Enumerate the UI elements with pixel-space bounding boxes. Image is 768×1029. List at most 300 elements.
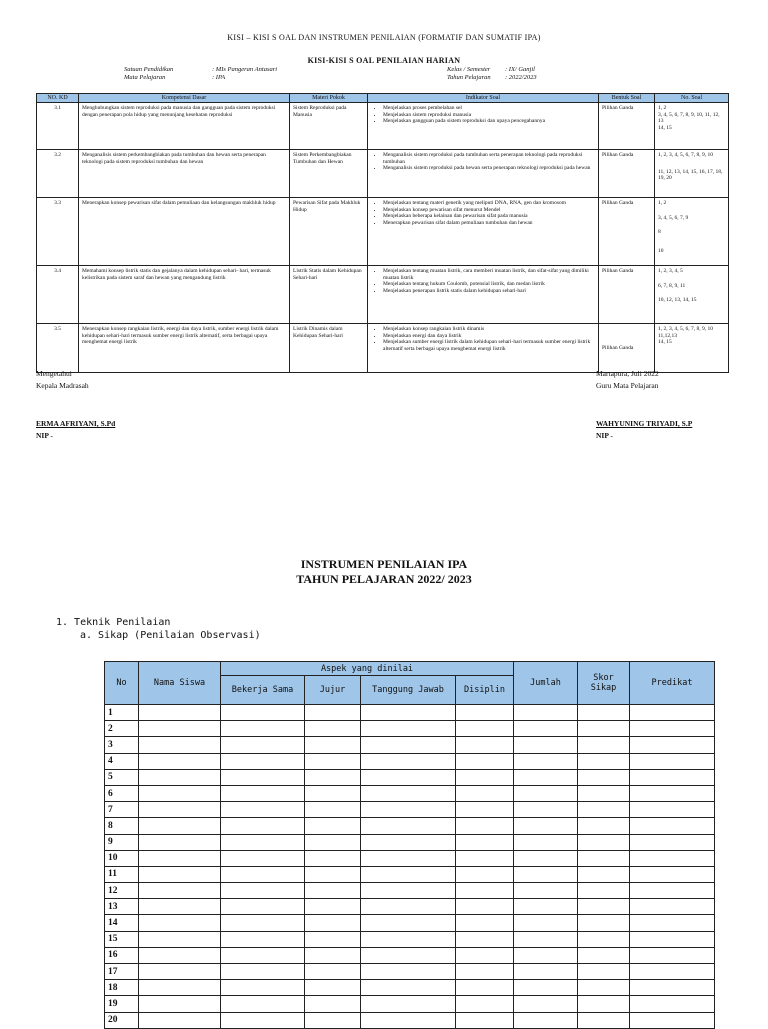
table-row: [105, 705, 715, 721]
signature-left-name-text: ERMA AFRIYANI, S.Pd: [36, 419, 116, 428]
empty-cell: [139, 931, 221, 947]
empty-cell: [305, 964, 361, 980]
table-row: [37, 103, 729, 150]
empty-cell: [305, 802, 361, 818]
satuan-value: : MIs Pangeran Antasari: [212, 66, 278, 73]
materi-cell: Sistem Perkembangbiakan Tumbuhan dan Hewan: [290, 150, 368, 198]
materi-cell: Listrik Dinamis dalam Kehidupan Sehari-hari: [290, 324, 368, 373]
empty-cell: [578, 737, 630, 753]
materi-cell: Sistem Reproduksi pada Manusia: [290, 103, 368, 150]
signature-left-role: Kepala Madrasah: [36, 381, 89, 390]
header-kompetensi: Kompetensi Dasar: [79, 94, 290, 103]
row-number: 3: [105, 737, 139, 753]
empty-cell: [305, 915, 361, 931]
empty-cell: [630, 866, 715, 882]
empty-cell: [578, 947, 630, 963]
no-soal-cell: [655, 324, 729, 373]
empty-cell: [305, 996, 361, 1012]
row-number: 5: [105, 769, 139, 785]
no-soal-line: 1, 2: [658, 105, 667, 111]
signature-right-name: [596, 419, 692, 428]
signature-right-name-text: WAHYUNING TRIYADI, S.P: [596, 419, 693, 428]
list-item: • Menganalisis sistem reproduksi pada hewan serta penerapan teknologi reproduksi pada hewan: [383, 165, 595, 172]
empty-cell: [305, 753, 361, 769]
empty-cell: [630, 753, 715, 769]
materi-cell: Pewarisan Sifat pada Makhluk Hidup: [290, 198, 368, 266]
empty-cell: [514, 705, 578, 721]
kelas-label: Kelas / Semester: [447, 66, 491, 73]
no-soal-cell: [655, 266, 729, 324]
empty-cell: [221, 802, 305, 818]
empty-cell: [578, 850, 630, 866]
kelas-value: : IX/ Ganjil: [505, 66, 535, 73]
empty-cell: [456, 818, 514, 834]
empty-cell: [630, 834, 715, 850]
table-row: [105, 947, 715, 963]
table-row: [105, 899, 715, 915]
mapel-label: Mata Pelajaran: [124, 74, 166, 81]
empty-cell: [139, 705, 221, 721]
list-item: • Menerapkan pewarisan sifat dalam pemuliaan tumbuhan dan hewan: [383, 220, 595, 227]
empty-cell: [305, 866, 361, 882]
empty-cell: [139, 834, 221, 850]
tahun-label: Tahun Pelajaran: [447, 74, 491, 81]
empty-cell: [221, 866, 305, 882]
header-predikat: Predikat: [630, 662, 715, 705]
empty-cell: [305, 883, 361, 899]
empty-cell: [361, 769, 456, 785]
list-item: • Menjelaskan gangguan pada sistem reproduksi dan upaya pencegahannya: [383, 118, 595, 125]
empty-cell: [578, 1012, 630, 1028]
signature-right-place-date: Martapura, Juli 2022: [596, 369, 659, 378]
empty-cell: [456, 1012, 514, 1028]
table-row: [105, 883, 715, 899]
empty-cell: [139, 785, 221, 801]
bentuk-cell: Pilihan Ganda: [599, 324, 655, 373]
no-soal-line: 11, 12, 13, 14, 15, 16, 17, 18, 19, 20: [658, 168, 723, 182]
empty-cell: [221, 899, 305, 915]
empty-cell: [139, 721, 221, 737]
empty-cell: [630, 964, 715, 980]
empty-cell: [361, 947, 456, 963]
empty-cell: [221, 883, 305, 899]
no-soal-line: 6, 7, 8, 9, 11: [658, 282, 686, 289]
kisi-title: KISI-KISI S OAL PENILAIAN HARIAN: [307, 56, 461, 65]
empty-cell: [221, 1012, 305, 1028]
empty-cell: [221, 721, 305, 737]
row-number: 13: [105, 899, 139, 915]
empty-cell: [221, 705, 305, 721]
empty-cell: [630, 737, 715, 753]
empty-cell: [305, 785, 361, 801]
kisi-header-row: [37, 94, 729, 103]
section-teknik-penilaian: 1. Teknik Penilaian: [56, 617, 171, 628]
table-row: [105, 964, 715, 980]
empty-cell: [456, 883, 514, 899]
empty-cell: [578, 802, 630, 818]
no-soal-line: 10, 12, 13, 14, 15: [658, 297, 697, 304]
empty-cell: [361, 753, 456, 769]
section-sikap: a. Sikap (Penilaian Observasi): [80, 630, 261, 641]
empty-cell: [630, 721, 715, 737]
table-row: [105, 996, 715, 1012]
indikator-cell: [368, 324, 599, 373]
empty-cell: [578, 753, 630, 769]
list-item: • Menjelaskan proses pembelahan sel: [383, 105, 595, 112]
bentuk-cell: Pilihan Ganda: [599, 150, 655, 198]
no-soal-line: 1, 2: [658, 200, 667, 206]
empty-cell: [361, 705, 456, 721]
no-soal-cell: [655, 198, 729, 266]
list-item: • Menjelaskan penerapan listrik statis dalam kehidupan sehari-hari: [383, 288, 595, 295]
empty-cell: [630, 915, 715, 931]
no-soal-line: 1, 2, 3, 4, 5, 6, 7, 8, 9, 10: [658, 152, 713, 158]
list-item: • Menjelaskan energi dan daya listrik: [383, 333, 595, 340]
list-item: • Menjelaskan sumber energi listrik dalam kehidupan sehari-hari termasuk sumber energi listrik alternatif serta berbagai upaya menghemat energi listrik: [383, 339, 595, 352]
empty-cell: [630, 818, 715, 834]
kd-cell: 3.2: [37, 150, 79, 198]
empty-cell: [361, 818, 456, 834]
empty-cell: [578, 818, 630, 834]
empty-cell: [514, 769, 578, 785]
empty-cell: [456, 721, 514, 737]
empty-cell: [361, 964, 456, 980]
empty-cell: [456, 834, 514, 850]
table-row: [105, 866, 715, 882]
header-bekerja-sama: Bekerja Sama: [221, 676, 305, 705]
empty-cell: [221, 753, 305, 769]
empty-cell: [361, 785, 456, 801]
no-soal-line: 10: [658, 247, 664, 254]
document-title: KISI – KISI S OAL DAN INSTRUMEN PENILAIAN (FORMATIF DAN SUMATIF IPA): [227, 33, 541, 42]
signature-right-nip: NIP -: [596, 431, 613, 440]
empty-cell: [221, 850, 305, 866]
kompetensi-cell: Menganalisis sistem perkembangbiakan pada tumbuhan dan hewan serta penerapan teknologi pada sistem reproduksi tumbuhan dan hewan: [79, 150, 290, 198]
header-no-kd: NO. KD: [37, 94, 79, 103]
empty-cell: [456, 931, 514, 947]
empty-cell: [456, 915, 514, 931]
row-number: 9: [105, 834, 139, 850]
empty-cell: [514, 931, 578, 947]
list-item: • Menjelaskan tentang muatan listrik, cara memberi muatan listrik, dan sifat-sifat yang dimiliki muatan listrik: [383, 268, 595, 281]
row-number: 4: [105, 753, 139, 769]
empty-cell: [578, 931, 630, 947]
empty-cell: [139, 964, 221, 980]
empty-cell: [221, 737, 305, 753]
empty-cell: [630, 785, 715, 801]
kd-cell: 3.4: [37, 266, 79, 324]
empty-cell: [456, 753, 514, 769]
instrumen-title: INSTRUMEN PENILAIAN IPA: [300, 557, 468, 571]
empty-cell: [514, 915, 578, 931]
kompetensi-cell: Menerapkan konsep pewarisan sifat dalam pemuliaan dan kelangsungan makhluk hidup: [79, 198, 290, 266]
list-item: • Menjelaskan tentang hukum Coulomb, potensial listrik, dan medan listrik: [383, 281, 595, 288]
header-skor-sikap: Skor Sikap: [578, 662, 630, 705]
header-aspek: Aspek yang dinilai: [221, 662, 514, 676]
table-row: [37, 324, 729, 373]
row-number: 11: [105, 866, 139, 882]
table-row: [105, 785, 715, 801]
header-bentuk: Bentuk Soal: [599, 94, 655, 103]
empty-cell: [139, 753, 221, 769]
empty-cell: [221, 818, 305, 834]
empty-cell: [361, 980, 456, 996]
header-jumlah: Jumlah: [514, 662, 578, 705]
empty-cell: [456, 705, 514, 721]
empty-cell: [139, 947, 221, 963]
empty-cell: [630, 947, 715, 963]
empty-cell: [361, 915, 456, 931]
header-tanggung-jawab: Tanggung Jawab: [361, 676, 456, 705]
empty-cell: [221, 915, 305, 931]
empty-cell: [514, 818, 578, 834]
table-row: [105, 753, 715, 769]
row-number: 2: [105, 721, 139, 737]
row-number: 15: [105, 931, 139, 947]
mapel-value: : IPA: [212, 74, 226, 81]
empty-cell: [139, 737, 221, 753]
empty-cell: [139, 996, 221, 1012]
empty-cell: [221, 980, 305, 996]
table-row: [37, 198, 729, 266]
empty-cell: [630, 899, 715, 915]
empty-cell: [139, 899, 221, 915]
instrumen-year: TAHUN PELAJARAN 2022/ 2023: [296, 572, 472, 586]
empty-cell: [514, 1012, 578, 1028]
empty-cell: [221, 769, 305, 785]
empty-cell: [221, 931, 305, 947]
sikap-table: [104, 661, 715, 1029]
empty-cell: [305, 931, 361, 947]
empty-cell: [630, 996, 715, 1012]
row-number: 8: [105, 818, 139, 834]
sikap-body: [105, 705, 715, 1029]
header-nama-siswa: Nama Siswa: [139, 662, 221, 705]
empty-cell: [456, 802, 514, 818]
table-row: [105, 915, 715, 931]
empty-cell: [514, 737, 578, 753]
list-item: • Menjelaskan tentang materi genetik yang meliputi DNA, RNA, gen dan kromosom: [383, 200, 595, 207]
empty-cell: [361, 996, 456, 1012]
no-soal-cell: [655, 103, 729, 150]
indikator-cell: [368, 103, 599, 150]
header-no: No: [105, 662, 139, 705]
kompetensi-cell: Memahami konsep listrik statis dan gejalanya dalam kehidupan sehari- hari, termasuk kelistrikan pada sistem saraf dan hewan yang mengandung listrik: [79, 266, 290, 324]
no-soal-line: 1, 2, 3, 4, 5: [658, 268, 683, 274]
empty-cell: [514, 785, 578, 801]
indikator-cell: [368, 198, 599, 266]
list-item: • Menjelaskan sistem reproduksi manusia: [383, 112, 595, 119]
no-soal-line: 11,12,13: [658, 332, 678, 339]
empty-cell: [221, 947, 305, 963]
empty-cell: [456, 996, 514, 1012]
empty-cell: [139, 883, 221, 899]
empty-cell: [139, 866, 221, 882]
empty-cell: [139, 818, 221, 834]
materi-cell: Listrik Statis dalam Kehidupan Sehari-hari: [290, 266, 368, 324]
empty-cell: [139, 1012, 221, 1028]
empty-cell: [578, 883, 630, 899]
no-soal-line: 3, 4, 5, 6, 7, 9: [658, 214, 689, 221]
table-row: [105, 1012, 715, 1028]
table-row: [105, 737, 715, 753]
row-number: 18: [105, 980, 139, 996]
empty-cell: [456, 769, 514, 785]
empty-cell: [578, 964, 630, 980]
row-number: 19: [105, 996, 139, 1012]
empty-cell: [514, 947, 578, 963]
empty-cell: [305, 834, 361, 850]
bentuk-cell: Pilihan Ganda: [599, 266, 655, 324]
table-row: [105, 834, 715, 850]
empty-cell: [514, 753, 578, 769]
signature-right-role: Guru Mata Pelajaran: [596, 381, 659, 390]
empty-cell: [139, 850, 221, 866]
empty-cell: [361, 899, 456, 915]
kd-cell: 3.1: [37, 103, 79, 150]
empty-cell: [456, 947, 514, 963]
empty-cell: [578, 785, 630, 801]
kompetensi-cell: Menghubungkan sistem reproduksi pada manusia dan gangguan pada sistem reproduksi dengan penerapan pola hidup yang menunjang kesehatan reproduksi: [79, 103, 290, 150]
satuan-label: Satuan Pendidikan: [124, 66, 174, 73]
table-row: [105, 769, 715, 785]
row-number: 12: [105, 883, 139, 899]
empty-cell: [630, 883, 715, 899]
empty-cell: [361, 834, 456, 850]
empty-cell: [514, 802, 578, 818]
row-number: 16: [105, 947, 139, 963]
empty-cell: [221, 834, 305, 850]
empty-cell: [578, 996, 630, 1012]
empty-cell: [361, 850, 456, 866]
signature-left-nip: NIP -: [36, 431, 53, 440]
signature-left-label: Mengetahui: [36, 369, 72, 378]
table-row: [37, 150, 729, 198]
table-row: [105, 931, 715, 947]
empty-cell: [361, 931, 456, 947]
empty-cell: [305, 980, 361, 996]
table-row: [105, 850, 715, 866]
empty-cell: [305, 1012, 361, 1028]
empty-cell: [139, 769, 221, 785]
list-item: • Menjelaskan beberapa kelainan dan pewarisan sifat pada manusia: [383, 213, 595, 220]
table-row: [37, 266, 729, 324]
empty-cell: [578, 721, 630, 737]
bentuk-cell: Pilihan Ganda: [599, 103, 655, 150]
empty-cell: [361, 866, 456, 882]
empty-cell: [305, 721, 361, 737]
list-item: • Menjelaskan konsep pewarisan sifat menurut Mendel: [383, 207, 595, 214]
empty-cell: [630, 769, 715, 785]
row-number: 6: [105, 785, 139, 801]
empty-cell: [514, 866, 578, 882]
header-materi: Materi Pokok: [290, 94, 368, 103]
tahun-value: : 2022/2023: [505, 74, 537, 81]
empty-cell: [305, 705, 361, 721]
no-soal-line: 1, 2, 3, 4, 5, 6, 7, 8, 9, 10: [658, 326, 713, 332]
empty-cell: [305, 818, 361, 834]
empty-cell: [514, 850, 578, 866]
sikap-header-row: [105, 662, 715, 676]
empty-cell: [514, 883, 578, 899]
empty-cell: [456, 899, 514, 915]
no-soal-line: 3, 4, 5, 6, 7, 8, 9, 10, 11, 12, 13: [658, 111, 720, 125]
empty-cell: [139, 980, 221, 996]
empty-cell: [456, 737, 514, 753]
no-soal-line: 14, 15: [658, 339, 672, 346]
empty-cell: [221, 785, 305, 801]
empty-cell: [630, 802, 715, 818]
empty-cell: [630, 931, 715, 947]
empty-cell: [578, 915, 630, 931]
empty-cell: [305, 737, 361, 753]
bentuk-cell: Pilihan Ganda: [599, 198, 655, 266]
empty-cell: [305, 899, 361, 915]
empty-cell: [514, 964, 578, 980]
no-soal-cell: [655, 150, 729, 198]
empty-cell: [514, 980, 578, 996]
list-item: • Menjelaskan konsep rangkaian listrik dinamis: [383, 326, 595, 333]
empty-cell: [305, 850, 361, 866]
empty-cell: [361, 883, 456, 899]
empty-cell: [514, 834, 578, 850]
table-row: [105, 818, 715, 834]
no-soal-line: 8: [658, 229, 661, 236]
empty-cell: [456, 964, 514, 980]
row-number: 20: [105, 1012, 139, 1028]
empty-cell: [630, 705, 715, 721]
kompetensi-cell: Menerapkan konsep rangkaian listrik, energi dan daya listrik, sumber energi listrik dalam kehidupan sehari-hari termasuk sumber energi listrik alternatif, serta berbagai upaya menghemat energi listrik: [79, 324, 290, 373]
header-jujur: Jujur: [305, 676, 361, 705]
empty-cell: [630, 850, 715, 866]
header-no-soal: No. Soal: [655, 94, 729, 103]
empty-cell: [305, 769, 361, 785]
empty-cell: [578, 980, 630, 996]
empty-cell: [514, 899, 578, 915]
kd-cell: 3.5: [37, 324, 79, 373]
list-item: • Menganalisis sistem reproduksi pada tumbuhan serta penerapan teknologi pada reproduksi tumbuhan: [383, 152, 595, 165]
row-number: 1: [105, 705, 139, 721]
table-row: [105, 802, 715, 818]
empty-cell: [578, 769, 630, 785]
empty-cell: [361, 1012, 456, 1028]
row-number: 14: [105, 915, 139, 931]
header-indikator: Indikator Soal: [368, 94, 599, 103]
empty-cell: [456, 850, 514, 866]
empty-cell: [456, 866, 514, 882]
empty-cell: [361, 721, 456, 737]
signature-left-name: [36, 419, 115, 428]
empty-cell: [305, 947, 361, 963]
empty-cell: [578, 866, 630, 882]
no-soal-line: 14, 15: [658, 124, 672, 131]
empty-cell: [221, 964, 305, 980]
empty-cell: [630, 980, 715, 996]
empty-cell: [456, 980, 514, 996]
empty-cell: [514, 721, 578, 737]
empty-cell: [361, 737, 456, 753]
row-number: 10: [105, 850, 139, 866]
row-number: 7: [105, 802, 139, 818]
empty-cell: [630, 1012, 715, 1028]
empty-cell: [578, 899, 630, 915]
header-disiplin: Disiplin: [456, 676, 514, 705]
empty-cell: [514, 996, 578, 1012]
table-row: [105, 721, 715, 737]
empty-cell: [139, 802, 221, 818]
row-number: 17: [105, 964, 139, 980]
empty-cell: [456, 785, 514, 801]
